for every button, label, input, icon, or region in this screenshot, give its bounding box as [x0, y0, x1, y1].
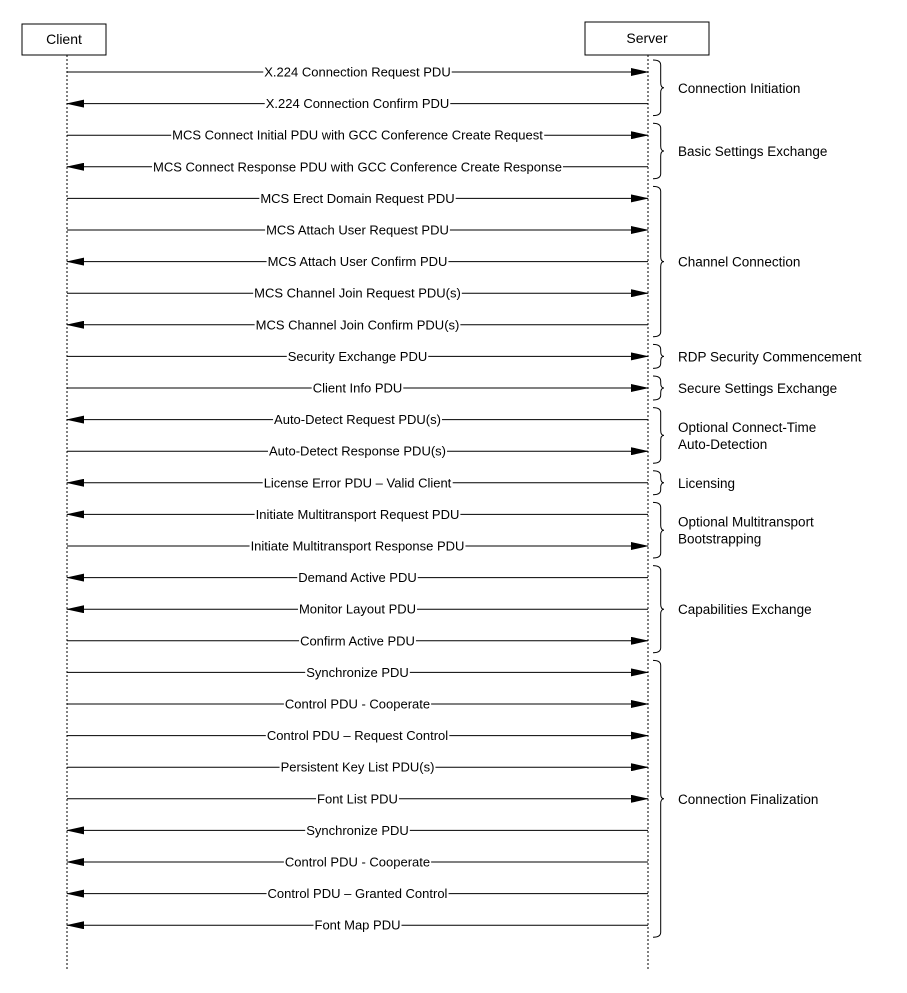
phase-label: Capabilities Exchange: [678, 602, 812, 618]
phase-brace: [653, 344, 664, 368]
message-label: Font Map PDU: [314, 917, 401, 933]
message-label: MCS Attach User Request PDU: [266, 222, 449, 238]
phase-label: RDP Security Commencement: [678, 349, 862, 365]
message-label: Auto-Detect Response PDU(s): [268, 443, 447, 459]
message-label: Synchronize PDU: [306, 822, 409, 838]
phase-group: [653, 376, 837, 400]
message-label: MCS Channel Join Request PDU(s): [254, 285, 461, 301]
message-label: Font List PDU: [317, 791, 398, 807]
message: [67, 760, 648, 775]
message: [67, 791, 648, 806]
message-label: Confirm Active PDU: [300, 633, 415, 649]
phase-label: Connection Finalization: [678, 791, 819, 807]
message: [67, 286, 648, 301]
message: [67, 539, 648, 554]
message: [67, 349, 648, 364]
phase-group: [653, 408, 816, 464]
message-label: X.224 Connection Confirm PDU: [265, 96, 450, 112]
message: [67, 602, 648, 617]
message: [67, 159, 648, 174]
message: [67, 570, 648, 585]
message-label: Control PDU - Cooperate: [284, 854, 431, 870]
message-label: MCS Connect Initial PDU with GCC Conference Create Request: [172, 127, 543, 143]
phase-label: Licensing: [678, 475, 736, 491]
message-label: X.224 Connection Request PDU: [264, 64, 451, 80]
message: [67, 317, 648, 332]
message: [67, 665, 648, 680]
phase-brace: [653, 471, 664, 495]
phase-label: Secure Settings Exchange: [678, 381, 838, 396]
message: [67, 412, 648, 427]
message: [67, 886, 648, 901]
phase-group: [653, 186, 800, 336]
phase-group: [653, 660, 818, 937]
phase-brace: [653, 376, 664, 400]
message: [67, 128, 648, 143]
message-label: Client Info PDU: [312, 380, 403, 396]
message-label: Monitor Layout PDU: [298, 601, 417, 617]
phase-label: Auto-Detection: [678, 436, 768, 452]
message: [67, 444, 648, 459]
phase-brace: [653, 502, 664, 558]
phase-brace: [653, 660, 664, 937]
message-label: Initiate Multitransport Response PDU: [250, 538, 465, 554]
phase-brace: [653, 566, 664, 653]
phase-label: Connection Initiation: [678, 80, 801, 96]
message-label: Demand Active PDU: [298, 570, 417, 586]
message: [67, 254, 648, 269]
phase-brace: [653, 186, 664, 336]
phase-label: Bootstrapping: [678, 531, 762, 547]
phase-label: Basic Settings Exchange: [678, 144, 828, 159]
phases: [653, 60, 862, 937]
message: [67, 191, 648, 206]
message-label: MCS Connect Response PDU with GCC Conference Create Response: [153, 159, 562, 175]
phase-brace: [653, 123, 664, 179]
message: [67, 381, 648, 396]
phase-group: [653, 471, 735, 495]
phase-label: Optional Connect-Time: [678, 419, 817, 435]
server-actor: [585, 22, 709, 55]
messages: [67, 65, 648, 933]
phase-brace: [653, 60, 664, 116]
phase-group: [653, 344, 862, 368]
phase-group: [653, 566, 812, 653]
message-label: Synchronize PDU: [306, 664, 409, 680]
phase-group: [653, 60, 800, 116]
message-label: Initiate Multitransport Request PDU: [255, 506, 460, 522]
phase-group: [653, 502, 814, 558]
phase-label: Optional Multitransport: [678, 514, 814, 530]
message-label: MCS Channel Join Confirm PDU(s): [255, 317, 460, 333]
message-label: Security Exchange PDU: [287, 348, 428, 364]
message: [67, 855, 648, 870]
message-label: MCS Attach User Confirm PDU: [267, 254, 448, 270]
message-label: Control PDU - Cooperate: [284, 696, 431, 712]
message-label: MCS Erect Domain Request PDU: [260, 190, 455, 206]
client-actor: [22, 24, 106, 55]
message: [67, 223, 648, 238]
server-actor-label: Server: [626, 30, 668, 46]
message-label: Control PDU – Granted Control: [267, 886, 448, 902]
message-label: Persistent Key List PDU(s): [280, 759, 435, 775]
message-label: License Error PDU – Valid Client: [263, 475, 452, 491]
message: [67, 633, 648, 648]
message: [67, 96, 648, 111]
message: [67, 65, 648, 80]
message: [67, 697, 648, 712]
message: [67, 823, 648, 838]
message-label: Auto-Detect Request PDU(s): [274, 412, 441, 428]
message-label: Control PDU – Request Control: [266, 728, 449, 744]
phase-group: [653, 123, 827, 179]
phase-brace: [653, 408, 664, 464]
message: [67, 507, 648, 522]
message: [67, 728, 648, 743]
message: [67, 918, 648, 933]
phase-label: Channel Connection: [678, 254, 801, 270]
message: [67, 475, 648, 490]
client-actor-label: Client: [46, 31, 82, 47]
